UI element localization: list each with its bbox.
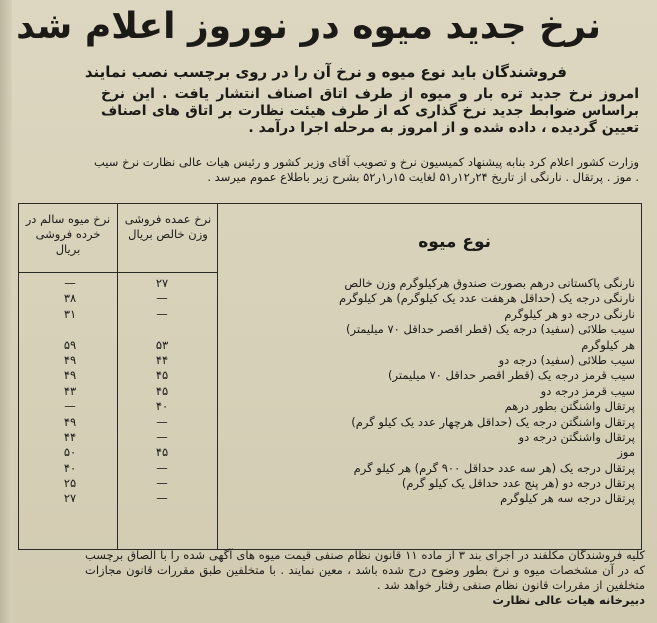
wholesale-price: ۴۵ <box>155 383 169 398</box>
retail-price: ۴۹ <box>63 368 77 383</box>
fruit-description: سیب طلائی (سفید) درجه یک (قطر اقصر حداقل ۷۰ میلیمتر) <box>345 322 635 337</box>
header-wholesale-price: نرخ عمده فروشی وزن خالص بریال <box>124 212 212 241</box>
retail-price: ۴۴ <box>63 429 77 444</box>
table-row <box>19 353 641 368</box>
table-header-line <box>19 272 217 273</box>
retail-price: ۲۷ <box>63 491 77 506</box>
table-row <box>19 491 641 506</box>
footer-signature: دبیرخانه هیات عالی نظارت <box>492 593 645 607</box>
table-row <box>19 476 641 491</box>
wholesale-price: — <box>156 476 168 491</box>
retail-price: ۴۰ <box>63 460 77 475</box>
fruit-description: نارنگی پاکستانی درهم بصورت صندوق هرکیلوگرم وزن خالص <box>344 276 635 290</box>
table-row <box>19 322 641 337</box>
table-row <box>19 399 641 414</box>
retail-price: ۴۹ <box>63 414 77 429</box>
wholesale-price: ۴۴ <box>155 352 169 367</box>
wholesale-price: ۴۵ <box>155 368 169 383</box>
retail-price: ۵۰ <box>63 445 77 460</box>
price-table <box>18 203 642 550</box>
table-row <box>19 368 641 383</box>
fruit-description: پرتقال واشنگتن درجه دو <box>518 429 635 444</box>
retail-price: ۳۱ <box>63 306 77 321</box>
fruit-description: پرتقال درجه دو (هر پنج عدد حداقل یک کیلو گرم) <box>401 476 635 491</box>
wholesale-price: ۴۵ <box>155 445 169 460</box>
wholesale-price: — <box>156 306 168 321</box>
fruit-description: پرتقال واشنگتن بطور درهم <box>504 399 635 414</box>
wholesale-price: — <box>156 429 168 444</box>
retail-price: ۴۳ <box>63 383 77 398</box>
table-row <box>19 461 641 476</box>
retail-price: — <box>64 276 76 290</box>
table-row <box>19 430 641 445</box>
fruit-description: موز <box>617 445 635 460</box>
wholesale-price: — <box>156 460 168 475</box>
fruit-description: پرتقال درجه سه هر کیلوگرم <box>500 491 635 506</box>
retail-price: ۵۹ <box>63 337 77 352</box>
footer-text: کلیه فروشندگان مکلفند در اجرای بند ۳ از ماده ۱۱ قانون نظام صنفی قیمت میوه های آگهی شده را با الصاق برچسب که در آن مشخصات میوه و نرخ بطور وضوح درج شده باشد ، معین نمایند . با متخلفین طبق مقررات قانون مجازات متخلفین از مقررات قانون نظام صنفی رفتار خواهد شد . <box>85 548 646 592</box>
wholesale-price: — <box>156 291 168 306</box>
page-edge <box>0 0 12 623</box>
table-row <box>19 276 641 291</box>
header-retail-price: نرخ میوه سالم در خرده فروشی بریال <box>25 212 111 256</box>
table-row <box>19 338 641 353</box>
fruit-description: نارنگی درجه یک (حداقل هرهفت عدد یک کیلوگرم) هر کیلوگرم <box>338 291 635 306</box>
wholesale-price: ۲۷ <box>155 276 169 290</box>
fruit-description: سیب قرمز درجه دو <box>540 383 635 398</box>
table-body <box>19 276 641 507</box>
retail-price: — <box>64 399 76 414</box>
article-headline: نرخ جدید میوه در نوروز اعلام شد <box>16 6 601 47</box>
fruit-description: پرتقال درجه یک (هر سه عدد حداقل ۹۰۰ گرم) هر کیلو گرم <box>353 460 635 475</box>
fruit-description: سیب طلائی (سفید) درجه دو <box>498 352 635 367</box>
header-fruit-type: نوع میوه <box>418 232 491 252</box>
fruit-description: نارنگی درجه دو هر کیلوگرم <box>504 306 635 321</box>
wholesale-price: ۴۰ <box>155 399 169 414</box>
article-intro: وزارت کشور اعلام کرد بنابه پیشنهاد کمیسیون نرخ و تصویب آقای وزیر کشور و رئیس هیات عالی نظارت نرخ سیب . موز . پرتقال . نارنگی از تاریخ ۲۴ر۱۲ر۵۱ لغایت ۱۵ر۱ر۵۲ بشرح زیر باطلاع عموم میرسد . <box>94 155 639 184</box>
fruit-description: پرتقال واشنگتن درجه یک (حداقل هرچهار عدد یک کیلو گرم) <box>351 414 635 429</box>
table-row <box>19 445 641 460</box>
fruit-description: هر کیلوگرم <box>581 337 635 352</box>
wholesale-price: — <box>156 491 168 506</box>
table-row <box>19 307 641 322</box>
article-lead: امروز نرخ جدید تره بار و میوه از طرف اتاق اصناف انتشار یافت . این نرخ براساس ضوابط جدید نرخ گذاری که از طرف هیئت نظارت بر اتاق های اصناف تعیین گردیده ، داده شده و از امروز به مرحله اجرا درآمد . <box>101 86 639 136</box>
article-footer <box>85 548 645 608</box>
table-row <box>19 291 641 306</box>
retail-price: ۳۸ <box>63 291 77 306</box>
article-subhead: فروشندگان باید نوع میوه و نرخ آن را در روی برچسب نصب نمایند <box>84 63 567 81</box>
retail-price: ۲۵ <box>63 476 77 491</box>
retail-price: ۴۹ <box>63 352 77 367</box>
wholesale-price: ۵۳ <box>155 337 169 352</box>
table-row <box>19 384 641 399</box>
wholesale-price: — <box>156 414 168 429</box>
table-row <box>19 415 641 430</box>
fruit-description: سیب قرمز درجه یک (قطر اقصر حداقل ۷۰ میلیمتر) <box>388 368 635 383</box>
